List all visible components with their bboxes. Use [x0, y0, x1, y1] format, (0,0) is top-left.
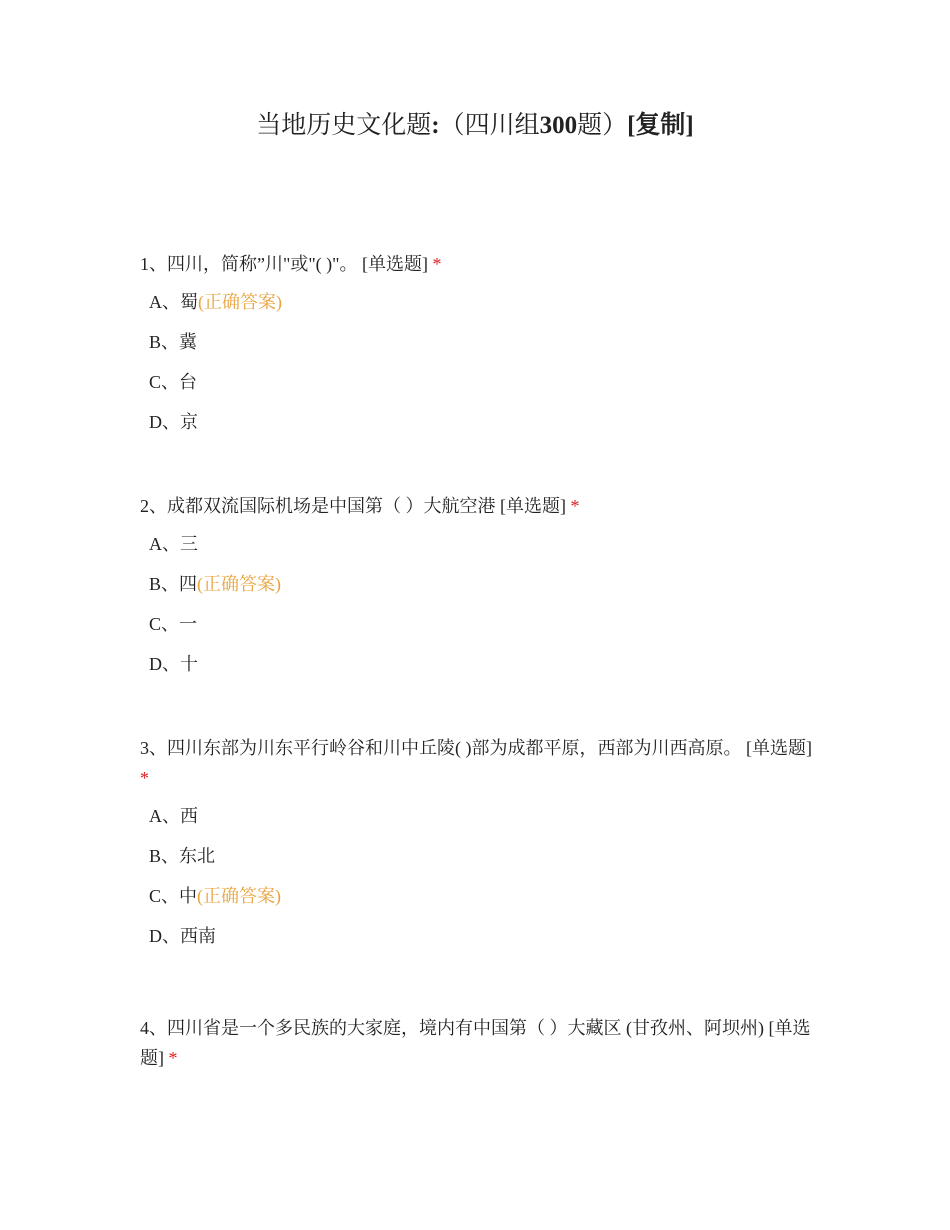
option-text: 京 — [180, 412, 198, 432]
option-text: 西 — [180, 806, 198, 826]
question-4 — [140, 1013, 820, 1073]
option-list — [149, 291, 820, 451]
option-c[interactable] — [149, 613, 820, 653]
question-number: 4、 — [140, 1018, 167, 1038]
option-letter: D、 — [149, 654, 180, 674]
question-text — [140, 249, 820, 279]
option-text: 台 — [179, 372, 198, 392]
option-letter: D、 — [149, 926, 180, 946]
option-text: 四 — [179, 574, 198, 594]
page-title — [0, 108, 950, 144]
option-letter: B、 — [149, 332, 180, 352]
required-mark: * — [168, 1048, 178, 1068]
question-text — [140, 491, 820, 521]
title-count: 300 — [539, 112, 578, 139]
option-c[interactable] — [149, 885, 820, 925]
title-paren-close: 题） — [577, 112, 628, 139]
option-letter: A、 — [149, 534, 180, 554]
option-text: 中 — [179, 886, 198, 906]
correct-answer-tag: (正确答案) — [198, 292, 282, 312]
option-text: 蜀 — [180, 292, 198, 312]
copy-link[interactable]: [复制] — [627, 112, 694, 139]
option-d[interactable] — [149, 653, 820, 693]
question-number: 1、 — [140, 254, 167, 274]
question-body: 成都双流国际机场是中国第（ ）大航空港 [单选题] — [167, 496, 566, 516]
question-3 — [140, 733, 820, 965]
option-text: 西南 — [180, 926, 216, 946]
option-a[interactable] — [149, 291, 820, 331]
option-list — [149, 805, 820, 965]
option-text: 一 — [179, 614, 198, 634]
correct-answer-tag: (正确答案) — [197, 886, 282, 906]
correct-answer-tag: (正确答案) — [197, 574, 282, 594]
option-text: 十 — [180, 654, 198, 674]
option-letter: C、 — [149, 614, 180, 634]
option-letter: B、 — [149, 574, 180, 594]
question-body: 四川省是一个多民族的大家庭，境内有中国第（ ）大藏区 (甘孜州、阿坝州) [单选题] — [140, 1018, 811, 1068]
title-prefix: 当地历史文化题 — [256, 112, 432, 139]
required-mark: * — [432, 254, 442, 274]
question-number: 2、 — [140, 496, 167, 516]
option-letter: A、 — [149, 806, 180, 826]
option-a[interactable] — [149, 533, 820, 573]
option-text: 东北 — [179, 846, 216, 866]
option-letter: C、 — [149, 372, 180, 392]
option-list — [149, 533, 820, 693]
question-2 — [140, 491, 820, 693]
option-text: 冀 — [179, 332, 198, 352]
option-letter: B、 — [149, 846, 180, 866]
option-letter: C、 — [149, 886, 180, 906]
option-d[interactable] — [149, 411, 820, 451]
option-letter: D、 — [149, 412, 180, 432]
question-text — [140, 1013, 820, 1073]
question-number: 3、 — [140, 738, 167, 758]
question-body: 四川，简称”川"或"( )"。 [单选题] — [167, 254, 429, 274]
required-mark: * — [570, 496, 580, 516]
question-1 — [140, 249, 820, 451]
title-paren-open: （四川组 — [439, 112, 540, 139]
option-a[interactable] — [149, 805, 820, 845]
option-b[interactable] — [149, 573, 820, 613]
question-text — [140, 733, 820, 793]
option-b[interactable] — [149, 331, 820, 371]
option-text: 三 — [180, 534, 198, 554]
option-letter: A、 — [149, 292, 180, 312]
required-mark: * — [140, 768, 149, 788]
question-body: 四川东部为川东平行岭谷和川中丘陵( )部为成都平原，西部为川西高原。 [单选题] — [167, 738, 812, 758]
option-c[interactable] — [149, 371, 820, 411]
option-d[interactable] — [149, 925, 820, 965]
title-colon: : — [431, 112, 440, 139]
option-b[interactable] — [149, 845, 820, 885]
